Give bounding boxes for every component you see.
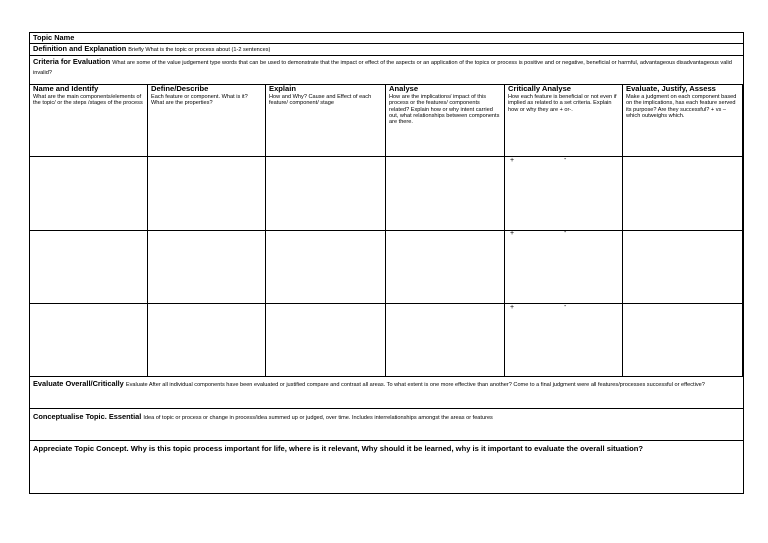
topic-name: Topic Name xyxy=(33,33,75,42)
evaluate-overall-text xyxy=(33,379,740,390)
conceptualise-row xyxy=(30,409,743,441)
conceptualise-label: Conceptualise Topic. Essential xyxy=(33,412,142,421)
plus-sign: + xyxy=(510,304,515,311)
row-divider xyxy=(30,303,743,304)
conceptualise-text xyxy=(33,413,740,422)
appreciate-row xyxy=(30,441,743,493)
definition-row xyxy=(30,44,743,56)
criteria-label: Criteria for Evaluation xyxy=(33,57,111,66)
column-title: Evaluate, Justify, Assess xyxy=(626,84,716,93)
definition-text xyxy=(33,45,740,54)
criteria-text xyxy=(33,57,740,77)
minus-sign: - xyxy=(564,156,567,163)
evaluate-overall-label: Evaluate Overall/Critically xyxy=(33,379,124,388)
column-description: Each feature or component. What is it? What are the properties? xyxy=(151,94,248,107)
plus-sign: + xyxy=(510,157,515,164)
row-divider xyxy=(30,230,743,231)
definition-label: Definition and Explanation xyxy=(33,44,127,53)
minus-sign: - xyxy=(564,303,567,310)
analysis-grid xyxy=(30,84,743,377)
column-title: Explain xyxy=(269,84,297,93)
appreciate-description: Why is this topic process important for life, where is it relevant, Why should it be learned, why is it important to evaluate the overall situation? xyxy=(130,444,644,453)
column-title: Analyse xyxy=(389,84,419,93)
column-title: Critically Analyse xyxy=(508,84,572,93)
plus-sign: + xyxy=(510,230,515,237)
row-divider xyxy=(30,156,743,157)
column-title: Name and Identify xyxy=(33,84,99,93)
criteria-row xyxy=(30,56,743,84)
evaluate-overall-row xyxy=(30,377,743,409)
column-description: How each feature is beneficial or not even if implied as related to a set criteria. Explain how or why they are + or-. xyxy=(508,94,617,113)
conceptualise-description: Idea of topic or process or change in process/idea summed up or judged, over time. Includes interrelationships amongst the areas or features xyxy=(143,415,493,421)
column-description: What are the main components/elements of the topic/ or the steps /stages of the process xyxy=(33,94,143,107)
evaluate-overall-description: Evaluate After all individual components have been evaluated or justified compare and contrast all areas. To what extent is one more effective than another? Come to a final judgment were all features/processes successful or effective? xyxy=(125,382,705,388)
column-description: How are the implications/ impact of this process or the features/ components related? Explain how or why intent carried out, what relationships between components are there. xyxy=(389,94,500,125)
appreciate-label: Appreciate Topic Concept. xyxy=(33,444,129,453)
topic-name-row xyxy=(30,33,743,44)
definition-description: Briefly What is the topic or process about (1-2 sentences) xyxy=(128,47,271,53)
column-description: Make a judgment on each component based on the implications, has each feature served its purpose? Are they successful? + vs – which outweighs which. xyxy=(626,94,737,119)
column-description: How and Why? Cause and Effect of each feature/ component/ stage xyxy=(269,94,372,107)
minus-sign: - xyxy=(564,229,567,236)
criteria-description: What are some of the value judgement type words that can be used to demonstrate that the impact or effect of the aspects or an application of the topics or process is positive and or negative, beneficial or harmful, advantageous disadvantageous valid invalid? xyxy=(33,60,732,76)
column-title: Define/Describe xyxy=(151,84,209,93)
appreciate-text xyxy=(33,445,740,454)
topic-worksheet xyxy=(29,32,744,494)
